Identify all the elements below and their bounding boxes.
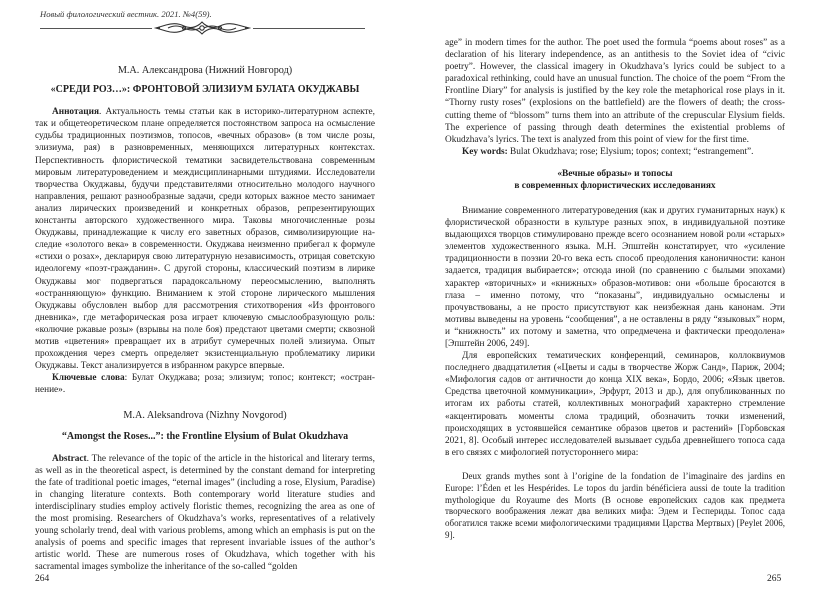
abstract-en-label: Abstract — [52, 453, 87, 464]
page-number-left: 264 — [35, 574, 50, 584]
header-rule-right — [253, 28, 365, 29]
keywords-en-label: Key words: — [462, 146, 508, 157]
keywords-ru — [35, 372, 375, 396]
keywords-ru-text: : Булат Окуджава; роза; элизиум; топос; контекст; «остраннение». — [35, 373, 375, 396]
abstract-ru — [35, 106, 375, 372]
body-paragraph-2: Для европейских тематических конференций, семинаров, коллоквиумов последнего двадцатилетия («Цветы и сады в творчестве Жорж Санд», Париж, 2004; «Мифология садов от античности до конца XIX века», Бордо, 2006; «Язык цветов. Средства цветочной коммуникации», Эрфурт, 2013 и др.), для опубликованных по итогам их работы статей, коллективных монографий характерно стремление «акцентировать моменты слома традиций, обозначить точки изменений, происходящих в устоявшейся семантике образов цветов и растений» [Горбовская 2021, 8]. Особый интерес исследователей вызывает судьба древнейшего топоса сада в его связях с мифологией потустороннего мира: — [445, 351, 785, 458]
author-ru: М.А. Александрова (Нижний Новгород) — [117, 65, 293, 76]
left-column — [35, 65, 375, 574]
abstract-en-text: . The relevance of the topic of the article in the historical and literary terms, as well as in the theoretical aspect, is determined by the constant demand for interpreting the fate of traditional poetic images, “eternal images” (including a rose, Elysium, Paradise) in changing literature contexts. Both contemporary world literature studies and interdisciplinary studies employ actively floristic themes, recognizing the area as one of the most promising. Researchers of Okudzhava’s works, representatives of a relatively young scholarly trend, deal with various problems, among which an emphasis is put on the analysis of poems and specific images that represent invariable issues of the author’s artistic world. These are numerous roses of Okudzhava, which together with his sacramental images symbolize the inheritance of the so-called “golden — [35, 453, 375, 573]
right-page — [410, 0, 820, 609]
abstract-en — [35, 453, 375, 574]
keywords-ru-label: Ключевые слова — [52, 373, 125, 384]
abstract-ru-label: Аннотация — [52, 107, 100, 118]
running-head: Новый филологический вестник. 2021. №4(59). — [40, 9, 212, 19]
block-quote: Deux grands mythes sont à l’origine de la fondation de l’imaginaire des jardins en Europe: l’Éden et les Hespérides. Le topos du jardin bénéficiera aussi de toute la tradition mythologique du Royaume des Morts (В основе европейских садов как предмета творческого воображения лежат два великих мифа: Эдем и Геспериды. Топос сада обогатился также всеми мифологическими традициями Царства Мертвых) [Peylet 2006, 9]. — [445, 470, 785, 540]
body-paragraph-1: Внимание современного литературоведения (как и других гуманитарных наук) к флористической образности в культуре разных эпох, в индивидуальной поэтике выдающихся творцов стимулировано прежде всего осознанием новой роли «старых» элементов художественного языка. М.Н. Эпштейн констатирует, что «усиление традиционности в поэзии 20-го века есть способ преодоления каноничности: канон задается, традиция выбирается»; отсюда иной (по сравнению с былыми эпохами) характер «вторичных» и «книжных» образов-мотивов: они «больше бросаются в глаза – именно потому, что “показаны”, индивидуально осмыслены и прочувствованы, а не просто присутствуют как неизбежная дань канонам. Эти мотивы выведены на уровень “сообщения”, а не оставлены в ряду “языковых” норм, и “книжность” их потому и заметна, что опредмечена и фактически преодолена» [Эпштейн 2006, 249]. — [445, 205, 785, 349]
article-title-en: “Amongst the Roses...”: the Frontline Elysium of Bulat Okudzhava — [61, 430, 349, 442]
section-heading-line-1: «Вечные образы» и топосы — [557, 168, 673, 179]
section-heading-line-2: в современных флористических исследованиях — [514, 180, 716, 191]
section-heading — [445, 168, 785, 192]
author-en: M.A. Aleksandrova (Nizhny Novgorod) — [123, 410, 287, 422]
keywords-en — [445, 146, 785, 158]
header-ornament — [40, 21, 365, 35]
abstract-en-continued: age” in modern times for the author. The poet used the formula “poems about roses” as a declaration of his literary independence, as an antithesis to the Soviet idea of “civic poetry”. However, the classical imagery in Okudzhava’s lyrics could be subject to a paradoxical rethinking, could have an unusual function. The choice of the poem “From the Frontline Diary” for analysis is justified by the key role the metaphorical rose plays in it. “Thorny rusty roses” (explosions on the battlefield) are the flowers of death; the cross-cutting theme of “blossom” turns them into an attribute of the crepuscular Elysium fields. The experience of passing through death determines the existential problems of Okudzhava’s lyrics. The text is analyzed from this point of view for the first time. — [445, 38, 785, 145]
ornament-icon — [154, 21, 251, 35]
right-column — [445, 37, 785, 542]
page-number-right: 265 — [767, 574, 782, 584]
header-rule-left — [40, 28, 152, 29]
article-title-ru: «СРЕДИ РОЗ…»: ФРОНТОВОЙ ЭЛИЗИУМ БУЛАТА ОКУДЖАВЫ — [50, 84, 360, 96]
keywords-en-text: Bulat Okudzhava; rose; Elysium; topos; context; “estrangement”. — [507, 146, 754, 157]
abstract-ru-text: . Актуальность темы статьи как в историко-литературном аспекте, так и общетеоретическом плане определяется постоянством запроса на осмысление судьбы традиционных поэтизмов, топосов, «вечных образов» (в том числе розы, элизиума, рая) в разновременных, меняющихся литературных контекстах. Перспективность флористической тематики засвидетельствована современным мировым литературоведением и междисциплинарными штудиями. Исследователи творчества Окуджавы, будучи представителями относительно молодого научного направления, решают разнообразные задачи, среди которых важное место занимает анализ лирических произведений и конкретных образов, репрезентирующих константы авторского художественного мира. Таковы многочисленные розы Окуджавы, принадлежащие к числу его заветных образов, символизирующие наследие «золотого века» в современности. Окуджава неизменно прибегал к формуле «стихи о розах», декларируя свою литературную независимость, отрицая советскую идеологему «поэт-гражданин». С другой стороны, классический поэтизм в лирике Окуджавы мог подвергаться парадоксальному переосмыслению, выполнять «остранняющую» функцию. Вниманием к этой стороне лирического мышления Окуджавы обусловлен выбор для рассмотрения стихотворения «Из фронтового дневника», где метафорическая роза играет ключевую смыслообразующую роль: «колючие ржавые розы» (взрывы на поле боя) предстают цветами смерти; сквозной мотив «цветения» превращает их в атрибут сумеречных полей элизиума. Опыт прохождения через смерть определяет экзистенциальную проблематику лирики Окуджавы. Текст анализируется в избранном ракурсе впервые. — [35, 107, 375, 372]
